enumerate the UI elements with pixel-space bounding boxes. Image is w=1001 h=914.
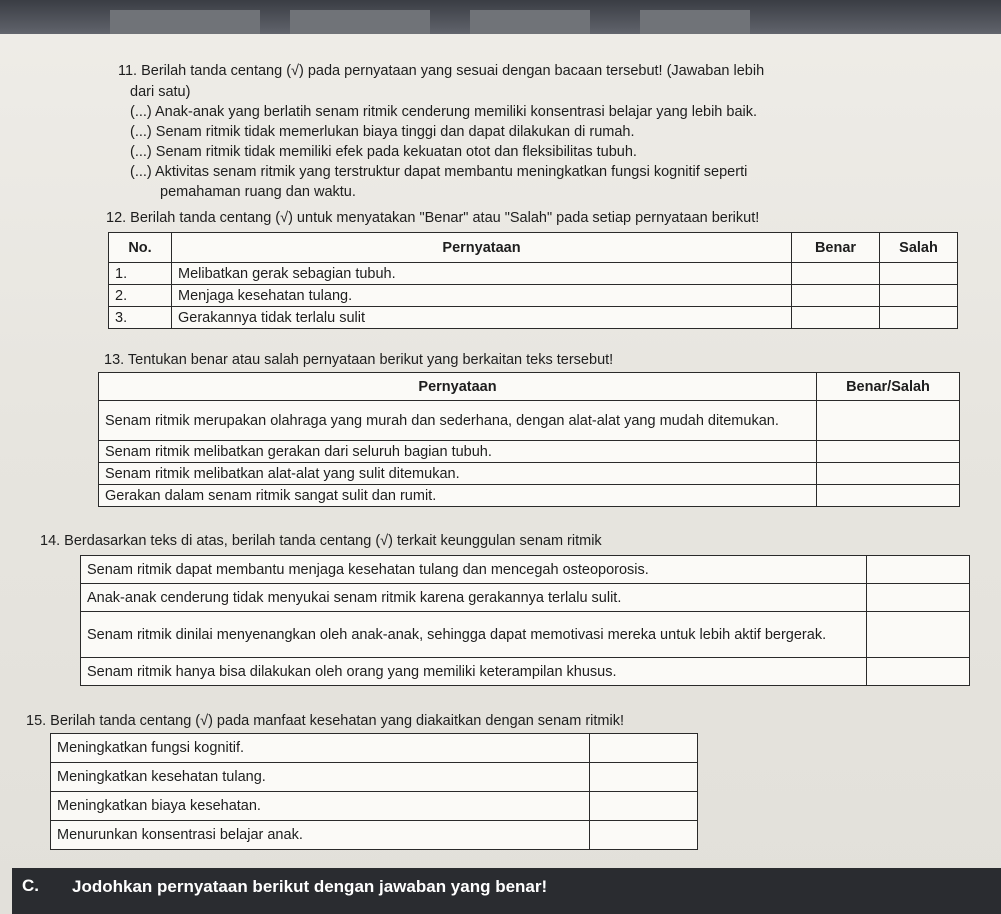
q13-header-answer: Benar/Salah (817, 373, 960, 401)
q15-table (50, 733, 698, 850)
q13-row-1-text: Senam ritmik merupakan olahraga yang murah dan sederhana, dengan alat-alat yang mudah ditemukan. (99, 401, 817, 441)
q14-row-4-text: Senam ritmik hanya bisa dilakukan oleh orang yang memiliki keterampilan khusus. (81, 658, 867, 686)
q12-stem: 12. Berilah tanda centang (√) untuk menyatakan "Benar" atau "Salah" pada setiap pernyataan berikut! (106, 210, 760, 226)
q13-row-4-answer-cell[interactable] (817, 485, 960, 507)
q15-row-3-check-cell[interactable] (590, 792, 698, 821)
q12-row-2-no: 2. (109, 285, 172, 307)
q14-row-3-text: Senam ritmik dinilai menyenangkan oleh anak-anak, sehingga dapat memotivasi mereka untuk lebih aktif bergerak. (81, 612, 867, 658)
q11-option-1[interactable]: (...) Anak-anak yang berlatih senam ritmik cenderung memiliki konsentrasi belajar yang lebih baik. (130, 104, 758, 120)
q11-option-4[interactable]: (...) Aktivitas senam ritmik yang terstruktur dapat membantu meningkatkan fungsi kognitif seperti (130, 164, 748, 180)
q14-table (80, 555, 970, 686)
q12-table (108, 232, 958, 329)
q13-row-3-text: Senam ritmik melibatkan alat-alat yang sulit ditemukan. (99, 463, 817, 485)
q15-stem: 15. Berilah tanda centang (√) pada manfaat kesehatan yang diakaitkan dengan senam ritmik! (26, 713, 624, 729)
q12-header-no: No. (109, 233, 172, 263)
q12-row-1-false-cell[interactable] (880, 263, 958, 285)
q15-row-4-check-cell[interactable] (590, 821, 698, 850)
q12-header-true: Benar (792, 233, 880, 263)
q12-row-3-text: Gerakannya tidak terlalu sulit (172, 307, 792, 329)
q14-row-1-check-cell[interactable] (867, 556, 970, 584)
q12-row-1-true-cell[interactable] (792, 263, 880, 285)
q12-row-2-false-cell[interactable] (880, 285, 958, 307)
q14-row-2-check-cell[interactable] (867, 584, 970, 612)
q12-row-3-true-cell[interactable] (792, 307, 880, 329)
q12-row-3-false-cell[interactable] (880, 307, 958, 329)
q14-row-4-check-cell[interactable] (867, 658, 970, 686)
q13-row-2-text: Senam ritmik melibatkan gerakan dari seluruh bagian tubuh. (99, 441, 817, 463)
section-c-label: C. (22, 876, 39, 895)
q15-row-2-check-cell[interactable] (590, 763, 698, 792)
q12-row-2-text: Menjaga kesehatan tulang. (172, 285, 792, 307)
section-c-instruction: Jodohkan pernyataan berikut dengan jawaban yang benar! (72, 877, 548, 896)
q11-option-3[interactable]: (...) Senam ritmik tidak memiliki efek pada kekuatan otot dan fleksibilitas tubuh. (130, 144, 637, 160)
q12-row-3-no: 3. (109, 307, 172, 329)
q13-row-2-answer-cell[interactable] (817, 441, 960, 463)
q12-row-2-true-cell[interactable] (792, 285, 880, 307)
q13-row-3-answer-cell[interactable] (817, 463, 960, 485)
q14-row-2-text: Anak-anak cenderung tidak menyukai senam ritmik karena gerakannya terlalu sulit. (81, 584, 867, 612)
q15-row-1-text: Meningkatkan fungsi kognitif. (51, 734, 590, 763)
q14-row-3-check-cell[interactable] (867, 612, 970, 658)
q13-row-4-text: Gerakan dalam senam ritmik sangat sulit dan rumit. (99, 485, 817, 507)
q13-stem: 13. Tentukan benar atau salah pernyataan berikut yang berkaitan teks tersebut! (104, 352, 614, 368)
q13-row-1-answer-cell[interactable] (817, 401, 960, 441)
q11-stem-line1: 11. Berilah tanda centang (√) pada pernyataan yang sesuai dengan bacaan tersebut! (Jawaban lebih (118, 63, 765, 79)
q12-header-statement: Pernyataan (172, 233, 792, 263)
q15-row-2-text: Meningkatkan kesehatan tulang. (51, 763, 590, 792)
section-c-banner (12, 868, 1001, 914)
q11-option-2[interactable]: (...) Senam ritmik tidak memerlukan biaya tinggi dan dapat dilakukan di rumah. (130, 124, 635, 140)
q12-row-1-text: Melibatkan gerak sebagian tubuh. (172, 263, 792, 285)
q12-header-false: Salah (880, 233, 958, 263)
q11-option-4-continued: pemahaman ruang dan waktu. (160, 184, 356, 200)
q11-stem-line2: dari satu) (130, 84, 191, 100)
q12-row-1-no: 1. (109, 263, 172, 285)
q14-row-1-text: Senam ritmik dapat membantu menjaga kesehatan tulang dan mencegah osteoporosis. (81, 556, 867, 584)
q15-row-1-check-cell[interactable] (590, 734, 698, 763)
q15-row-3-text: Meningkatkan biaya kesehatan. (51, 792, 590, 821)
q15-row-4-text: Menurunkan konsentrasi belajar anak. (51, 821, 590, 850)
q13-header-statement: Pernyataan (99, 373, 817, 401)
q13-table (98, 372, 960, 507)
q14-stem: 14. Berdasarkan teks di atas, berilah tanda centang (√) terkait keunggulan senam ritmik (40, 533, 602, 549)
